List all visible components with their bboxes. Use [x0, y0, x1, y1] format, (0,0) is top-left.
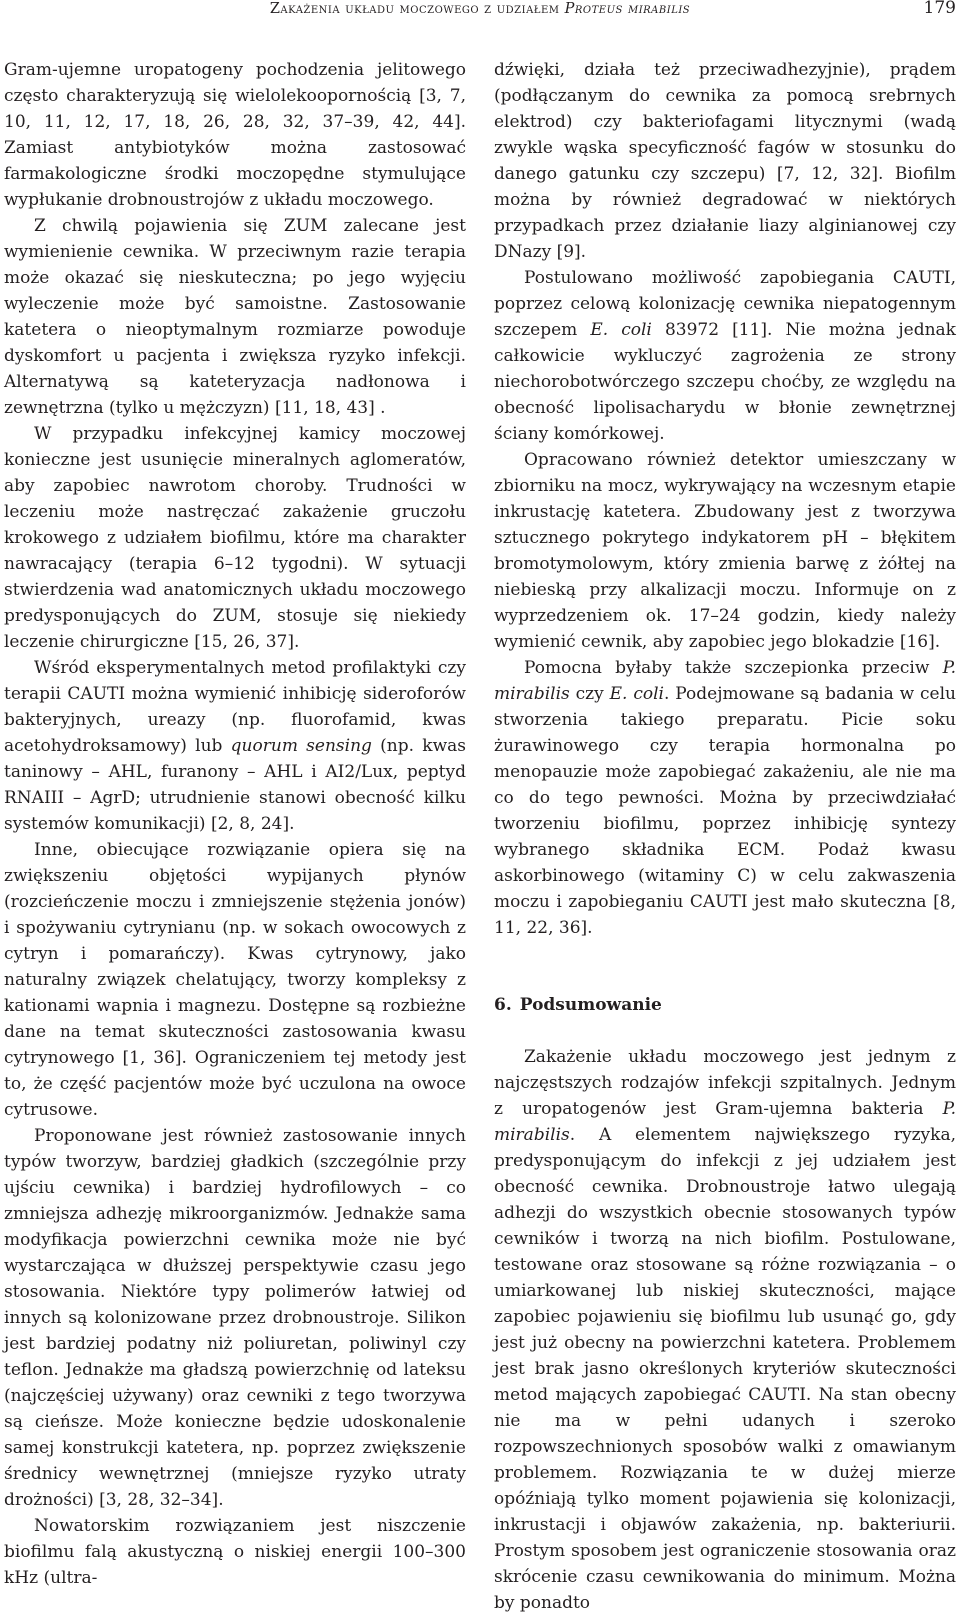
- paragraph-right-4: Pomocna byłaby także szczepionka przeciw P. mirabilis czy E. coli. Podejmowane są badania w celu stworzenia takiego preparatu. Picie soku żurawinowego czy terapia hormonalna po menopauzie może zapobiegać zakażeniu, ale nie ma co do tego pewności. Można by przeciwdziałać tworzeniu biofilmu, poprzez inhibicję syntezy wybranego składnika ECM. Podaż kwasu askorbinowego (witaminy C) w celu zakwaszenia moczu i zapobieganiu CAUTI jest mało skuteczna [8, 11, 22, 36].: [494, 658, 957, 938]
- running-head-title: Zakażenia układu moczowego z udziałem Proteus mirabilis: [269, 1, 691, 17]
- running-head: [0, 0, 960, 30]
- paragraph-right-3: Opracowano również detektor umieszczany w zbiorniku na mocz, wykrywający na wczesnym etapie inkrustację katetera. Zbudowany jest z tworzywa sztucznego pokrytego indykatorem pH – błękitem bromotymolowym, który zmienia barwę z żółtej na niebieską przy alkalizacji moczu. Informuje on z wyprzedzeniem ok. 17–24 godzin, kiedy należy wymienić cewnik, aby zapobiec jego blokadzie [16].: [494, 450, 956, 652]
- paragraph-right-1: dźwięki, działa też przeciwadhezyjnie), prądem (podłączanym do cewnika za pomocą srebrnych elektrod) czy bakteriofagami litycznymi (wadą zwykle wąska specyficzność fagów w stosunku do danego gatunku czy szczepu) [7, 12, 32]. Biofilm można by również degradować w niektórych przypadkach przez działanie liazy alginianowej czy DNazy [9].: [494, 60, 956, 262]
- paragraph-left-4: Wśród eksperymentalnych metod profilaktyki czy terapii CAUTI można wymienić inhibicję sideroforów bakteryjnych, ureazy (np. fluorofamid, kwas acetohydroksamowy) lub quorum sensing (np. kwas taninowy – AHL, furanony – AHL i AI2/Lux, peptyd RNAIII – AgrD; utrudnienie stanowi obecność kilku systemów komunikacji) [2, 8, 24].: [4, 658, 467, 834]
- section-heading: [494, 992, 956, 1018]
- section-number: 6.: [494, 995, 512, 1015]
- section-title: Podsumowanie: [519, 995, 662, 1015]
- left-column: [4, 57, 466, 1591]
- paragraph-left-2: Z chwilą pojawienia się ZUM zalecane jest wymienienie cewnika. W przeciwnym razie terapia może okazać się nieskuteczna; po jego wyjęciu wyleczenie może być samoistne. Zastosowanie katetera o nieoptymalnym rozmiarze powoduje dyskomfort u pacjenta i zwiększa ryzyko infekcji. Alternatywą są kateteryzacja nadłonowa i zewnętrzna (tylko u mężczyzn) [11, 18, 43] .: [4, 216, 466, 418]
- paragraph-right-2: Postulowano możliwość zapobiegania CAUTI, poprzez celową kolonizację cewnika niepatogennym szczepem E. coli 83972 [11]. Nie można jednak całkowicie wykluczyć zagrożenia ze strony niechorobotwórczego szczepu choćby, ze względu na obecność lipolisacharydu w błonie zewnętrznej ściany komórkowej.: [494, 268, 956, 444]
- paragraph-left-6: Proponowane jest również zastosowanie innych typów tworzyw, bardziej gładkich (szczególnie przy ujściu cewnika) i bardziej hydrofilowych – co zmniejsza adhezję mikroorganizmów. Jednakże sama modyfikacja powierzchni cewnika może nie być wystarczająca w dłuższej perspektywie czasu jego stosowania. Niektóre typy polimerów łatwiej od innych są kolonizowane przez drobnoustroje. Silikon jest bardziej podatny niż poliuretan, poliwinyl czy teflon. Jednakże ma gładszą powierzchnię od lateksu (najczęściej używany) oraz cewniki z tego tworzywa są cieńsze. Może konieczne będzie udoskonalenie samej konstrukcji katetera, np. poprzez zwiększenie średnicy wewnętrznej (mniejsze ryzyko utraty drożności) [3, 28, 32–34].: [4, 1126, 466, 1510]
- paragraph-left-3: W przypadku infekcyjnej kamicy moczowej konieczne jest usunięcie mineralnych aglomeratów, aby zapobiec nawrotom choroby. Trudności w leczeniu może nastręczać zakażenie gruczołu krokowego z udziałem biofilmu, które ma charakter nawracający (terapia 6–12 tygodni). W sytuacji stwierdzenia wad anatomicznych układu moczowego predysponujących do ZUM, stosuje się niekiedy leczenie chirurgiczne [15, 26, 37].: [4, 424, 466, 652]
- page-number: 179: [923, 0, 956, 18]
- paragraph-left-5: Inne, obiecujące rozwiązanie opiera się na zwiększeniu objętości wypijanych płynów (rozcieńczenie moczu i zmniejszenie stężenia jonów) i spożywaniu cytrynianu (np. w sokach owocowych z cytryn i pomarańczy). Kwas cytrynowy, jako naturalny związek chelatujący, tworzy kompleksy z kationami wapnia i magnezu. Dostępne są rozbieżne dane na temat skuteczności zastosowania kwasu cytrynowego [1, 36]. Ograniczeniem tej metody jest to, że część pacjentów może być uczulona na owoce cytrusowe.: [4, 840, 466, 1120]
- summary-paragraph: Zakażenie układu moczowego jest jednym z najczęstszych rodzajów infekcji szpitalnych. Jednym z uropatogenów jest Gram-ujemna bakteria P. mirabilis. A elementem największego ryzyka, predysponującym do infekcji z jej udziałem jest obecność cewnika. Drobnoustroje łatwo ulegają adhezji do wszystkich obecnie stosowanych typów cewników i tworzą na nich biofilm. Postulowane, testowane oraz stosowane są różne rozwiązania – o umiarkowanej lub niskiej skuteczności, mające zapobiec pojawieniu się biofilmu lub usunąć go, gdy jest już obecny na powierzchni katetera. Problemem jest brak jasno określonych kryteriów skuteczności metod mających zapobiegać CAUTI. Na stan obecny nie ma w pełni udanych i szeroko rozpowszechnionych sposobów walki z omawianym problemem. Rozwiązania te w dużej mierze opóźniają tylko moment pojawienia się kolonizacji, inkrustacji i objawów zakażenia, np. bakteriurii. Prostym sposobem jest ograniczenie stosowania oraz skrócenie czasu cewnikowania do minimum. Można by ponadto: [494, 1047, 956, 1613]
- paragraph-left-7: Nowatorskim rozwiązaniem jest niszczenie biofilmu falą akustyczną o niskiej energii 100–300 kHz (ultra-: [4, 1516, 466, 1588]
- right-column: [494, 57, 956, 1616]
- paragraph-left-1: Gram-ujemne uropatogeny pochodzenia jelitowego często charakteryzują się wielolekoopornością [3, 7, 10, 11, 12, 17, 18, 26, 28, 32, 37–39, 42, 44]. Zamiast antybiotyków można zastosować farmakologiczne środki moczopędne stymulujące wypłukanie drobnoustrojów z układu moczowego.: [4, 60, 466, 210]
